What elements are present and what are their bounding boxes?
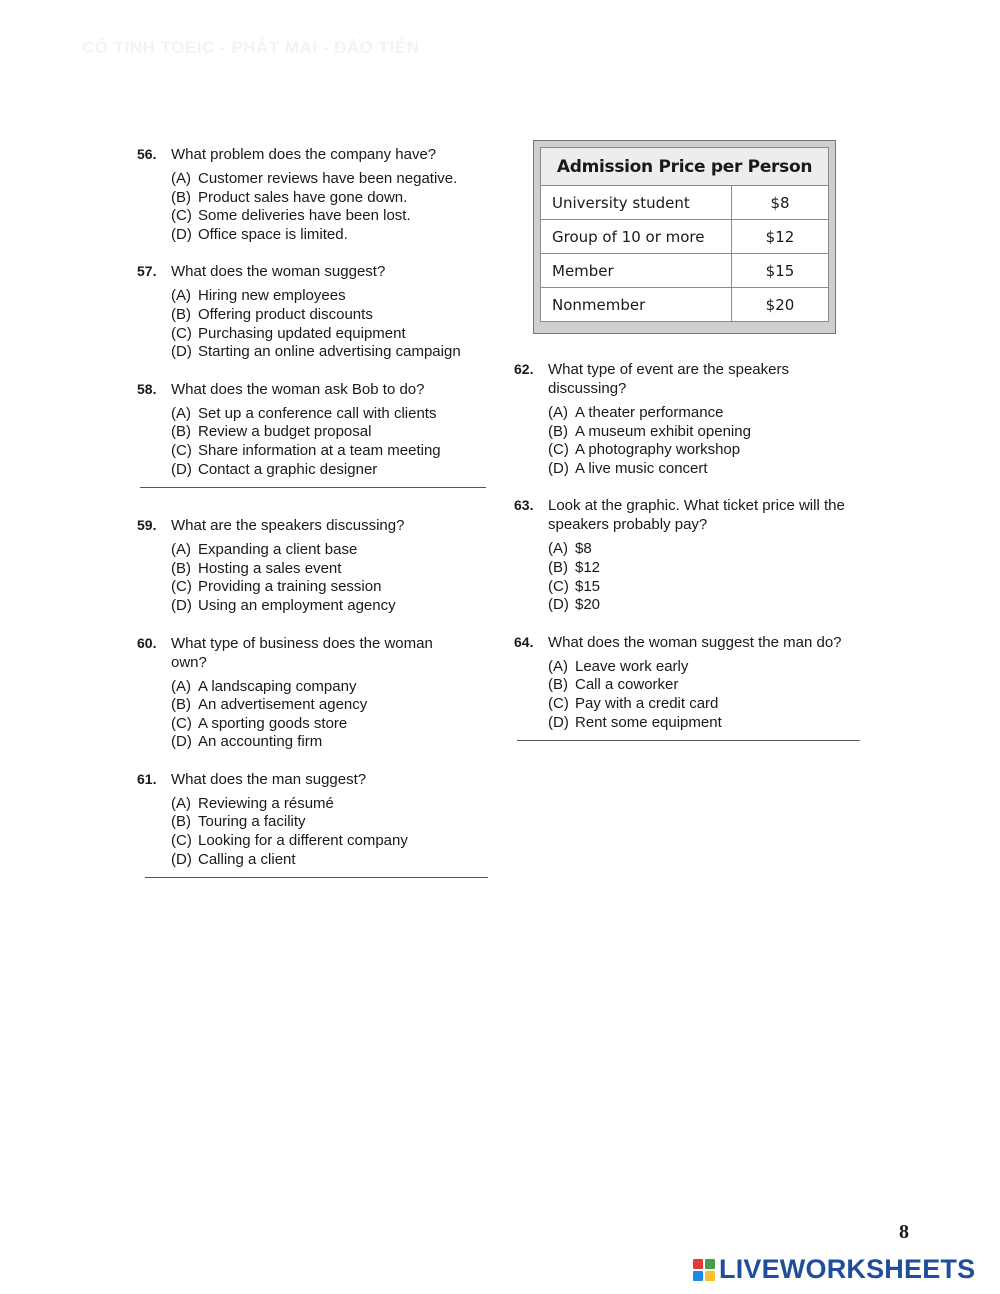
option-letter: (A)	[548, 404, 568, 421]
option-text: Expanding a client base	[198, 541, 358, 559]
answer-options	[171, 170, 497, 244]
option-text: Share information at a team meeting	[198, 441, 441, 459]
option-letter: (A)	[171, 794, 191, 812]
answer-options	[548, 658, 864, 732]
option-text: Calling a client	[198, 850, 296, 868]
answer-option[interactable]	[171, 343, 497, 362]
option-letter: (B)	[171, 188, 191, 206]
answer-option[interactable]	[171, 189, 497, 208]
option-letter: (B)	[171, 813, 191, 831]
price-value: $15	[732, 254, 829, 288]
option-text: Reviewing a résumé	[198, 794, 334, 812]
option-letter: (B)	[548, 422, 568, 440]
option-letter: (D)	[171, 460, 192, 478]
question-text: Look at the graphic. What ticket price will the speakers probably pay?	[548, 497, 845, 534]
option-text: Using an employment agency	[198, 596, 396, 614]
option-text: Rent some equipment	[575, 713, 722, 731]
price-label: University student	[541, 186, 732, 220]
option-letter: (D)	[548, 713, 569, 731]
option-letter: (C)	[548, 577, 569, 595]
price-row	[541, 288, 829, 322]
answer-option[interactable]	[171, 325, 497, 344]
question-text: What problem does the company have?	[171, 146, 437, 163]
answer-option[interactable]	[171, 560, 497, 579]
option-text: Set up a conference call with clients	[198, 404, 437, 422]
question-59	[137, 516, 497, 615]
answer-option[interactable]	[171, 170, 497, 189]
logo-square	[693, 1271, 703, 1281]
answer-option[interactable]	[548, 441, 864, 460]
answer-option[interactable]	[548, 658, 864, 677]
answer-option[interactable]	[171, 226, 497, 245]
question-57	[137, 262, 497, 361]
option-letter: (A)	[171, 170, 191, 187]
admission-price-table	[533, 140, 836, 334]
logo-square	[693, 1259, 703, 1269]
option-letter: (B)	[171, 305, 191, 323]
option-text: $15	[575, 577, 601, 595]
option-text: An advertisement agency	[198, 696, 368, 714]
option-letter: (C)	[171, 832, 192, 850]
price-value: $12	[732, 220, 829, 254]
option-text: Call a coworker	[575, 676, 679, 694]
option-text: A sporting goods store	[198, 714, 348, 732]
price-row	[541, 254, 829, 288]
option-letter: (D)	[171, 343, 192, 361]
faint-header-title: CÔ TINH TOEIC - PHÁT MAI - ĐÀO TIÊN	[82, 38, 420, 57]
option-text: Providing a training session	[198, 578, 382, 596]
question-56	[137, 145, 497, 244]
answer-option[interactable]	[171, 461, 497, 480]
question-60	[137, 634, 467, 752]
option-text: Purchasing updated equipment	[198, 324, 406, 342]
price-label: Nonmember	[541, 288, 732, 322]
question-number: 62.	[514, 361, 534, 377]
answer-options	[171, 795, 497, 869]
answer-option[interactable]	[171, 696, 467, 715]
answer-option[interactable]	[548, 404, 864, 423]
question-number: 63.	[514, 497, 534, 514]
question-number: 60.	[137, 634, 157, 651]
answer-option[interactable]	[548, 714, 864, 733]
question-text: What does the woman ask Bob to do?	[171, 380, 425, 398]
answer-option[interactable]	[171, 405, 497, 424]
brand-name: LIVEWORKSHEETS	[719, 1254, 976, 1284]
logo-square	[705, 1259, 715, 1269]
answer-options	[171, 541, 497, 615]
price-label: Group of 10 or more	[541, 220, 732, 254]
section-divider	[145, 877, 488, 878]
answer-option[interactable]	[171, 207, 497, 226]
liveworksheets-logo-icon	[693, 1259, 715, 1281]
option-text: Leave work early	[575, 657, 689, 675]
option-text: Hosting a sales event	[198, 559, 342, 577]
answer-option[interactable]	[548, 423, 864, 442]
answer-option[interactable]	[171, 715, 467, 734]
question-text: What type of event are the speakers discussing?	[548, 361, 789, 397]
option-text: Product sales have gone down.	[198, 188, 408, 206]
option-letter: (C)	[171, 578, 192, 596]
option-letter: (B)	[548, 676, 568, 694]
option-text: Some deliveries have been lost.	[198, 207, 411, 225]
section-divider	[517, 740, 860, 741]
answer-option[interactable]	[548, 578, 864, 597]
question-text: What type of business does the woman own?	[171, 634, 433, 671]
option-letter: (A)	[548, 657, 568, 675]
answer-options	[171, 287, 497, 361]
answer-option[interactable]	[171, 442, 497, 461]
price-table	[540, 147, 829, 322]
option-letter: (C)	[171, 714, 192, 732]
answer-option[interactable]	[171, 578, 497, 597]
option-letter: (D)	[171, 225, 192, 243]
question-number: 64.	[514, 633, 534, 650]
answer-option[interactable]	[548, 559, 864, 578]
option-text: Looking for a different company	[198, 832, 408, 850]
logo-square	[705, 1271, 715, 1281]
question-62	[514, 360, 864, 478]
question-number: 56.	[137, 146, 157, 162]
option-letter: (D)	[171, 596, 192, 614]
question-58	[137, 380, 497, 479]
answer-options	[171, 405, 497, 479]
question-61	[137, 770, 497, 869]
question-number: 59.	[137, 517, 157, 534]
option-letter: (D)	[548, 596, 569, 614]
left-column	[137, 145, 497, 906]
option-text: Touring a facility	[198, 813, 306, 831]
option-letter: (B)	[171, 696, 191, 714]
answer-option[interactable]	[548, 676, 864, 695]
question-64	[514, 633, 864, 732]
option-text: Contact a graphic designer	[198, 460, 378, 478]
option-letter: (D)	[548, 459, 569, 477]
question-text: What are the speakers discussing?	[171, 517, 405, 535]
option-text: A live music concert	[575, 459, 708, 477]
question-number: 58.	[137, 380, 157, 397]
question-text: What does the man suggest?	[171, 770, 367, 788]
option-text: Pay with a credit card	[575, 694, 719, 712]
option-text: Office space is limited.	[198, 225, 348, 243]
answer-option[interactable]	[171, 678, 467, 697]
question-number: 57.	[137, 263, 157, 280]
option-letter: (C)	[548, 694, 569, 712]
option-text: An accounting firm	[198, 733, 323, 751]
price-label: Member	[541, 254, 732, 288]
option-letter: (C)	[548, 441, 569, 459]
answer-option[interactable]	[548, 596, 864, 615]
option-letter: (C)	[171, 441, 192, 459]
price-row	[541, 186, 829, 220]
option-letter: (B)	[548, 558, 568, 576]
answer-option[interactable]	[548, 695, 864, 714]
option-letter: (D)	[171, 850, 192, 868]
option-text: Starting an online advertising campaign	[198, 343, 461, 361]
question-number: 61.	[137, 770, 157, 787]
answer-option[interactable]	[171, 541, 497, 560]
answer-option[interactable]	[171, 733, 467, 752]
answer-option[interactable]	[171, 851, 497, 870]
option-text: $12	[575, 558, 601, 576]
option-text: Offering product discounts	[198, 305, 373, 323]
answer-option[interactable]	[171, 306, 497, 325]
answer-options	[548, 404, 864, 478]
option-letter: (B)	[171, 559, 191, 577]
option-text: A theater performance	[575, 404, 724, 421]
answer-option[interactable]	[171, 795, 497, 814]
option-letter: (D)	[171, 733, 192, 751]
question-text: What does the woman suggest?	[171, 263, 386, 281]
question-text: What does the woman suggest the man do?	[548, 633, 842, 651]
price-value: $20	[732, 288, 829, 322]
option-text: Review a budget proposal	[198, 423, 372, 441]
answer-option[interactable]	[171, 813, 497, 832]
answer-option[interactable]	[171, 287, 497, 306]
answer-option[interactable]	[548, 460, 864, 479]
option-text: A landscaping company	[198, 677, 357, 695]
page-number: 8	[899, 1221, 909, 1243]
option-text: $20	[575, 596, 601, 614]
option-letter: (C)	[171, 324, 192, 342]
option-letter: (A)	[171, 404, 191, 422]
answer-option[interactable]	[171, 597, 497, 616]
price-value: $8	[732, 186, 829, 220]
answer-option[interactable]	[171, 832, 497, 851]
option-text: Customer reviews have been negative.	[198, 170, 458, 187]
option-text: A photography workshop	[575, 441, 741, 459]
price-row	[541, 220, 829, 254]
answer-options	[548, 540, 864, 614]
option-letter: (C)	[171, 207, 192, 225]
option-letter: (A)	[171, 677, 191, 695]
option-letter: (A)	[171, 541, 191, 559]
option-letter: (A)	[171, 287, 191, 305]
question-63	[514, 496, 864, 614]
answer-option[interactable]	[171, 423, 497, 442]
right-column	[514, 360, 864, 769]
price-table-title: Admission Price per Person	[540, 147, 829, 185]
option-text: Hiring new employees	[198, 287, 346, 305]
liveworksheets-brand[interactable]	[693, 1254, 975, 1285]
section-divider	[140, 487, 486, 488]
option-text: A museum exhibit opening	[575, 422, 751, 440]
answer-option[interactable]	[548, 540, 864, 559]
answer-options	[171, 678, 467, 752]
option-letter: (B)	[171, 423, 191, 441]
option-text: $8	[575, 540, 592, 558]
option-letter: (A)	[548, 540, 568, 558]
